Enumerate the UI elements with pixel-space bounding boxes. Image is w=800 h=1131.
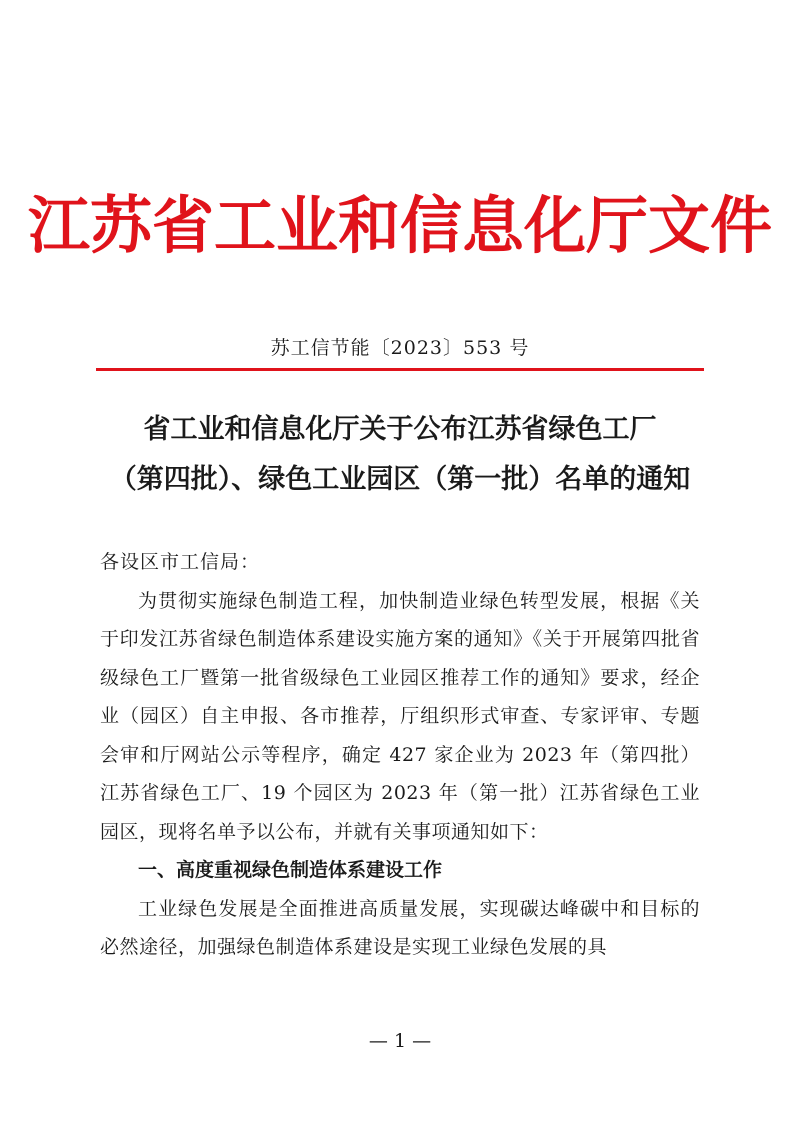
issuing-authority-header: 江苏省工业和信息化厅文件 [27, 189, 772, 262]
salutation: 各设区市工信局： [100, 551, 261, 573]
body-paragraph-1: 为贯彻实施绿色制造工程，加快制造业绿色转型发展，根据《关于印发江苏省绿色制造体系建设实施方案的通知》《关于开展第四批省级绿色工厂暨第一批省级绿色工业园区推荐工作的通知》要求，经企业（园区）自主申报、各市推荐，厅组织形式审查、专家评审、专题会审和厅网站公示等程序，确定 427 家企业为 2023 年（第四批）江苏省绿色工厂、19 个园区为 2023 年（第一批）江苏省绿色工业园区，现将名单予以公布，并就有关事项通知如下： [100, 589, 700, 843]
notice-title [90, 405, 710, 505]
notice-title-line-1: 省工业和信息化厅关于公布江苏省绿色工厂 [143, 414, 657, 445]
notice-body [100, 543, 700, 967]
notice-title-line-2: （第四批）、绿色工业园区（第一批）名单的通知 [109, 464, 691, 495]
page-number: — 1 — [368, 1030, 432, 1052]
document-number: 苏工信节能〔2023〕553 号 [270, 337, 530, 359]
red-separator-line [96, 368, 704, 371]
section-heading-1: 一、高度重视绿色制造体系建设工作 [138, 859, 443, 881]
body-paragraph-2: 工业绿色发展是全面推进高质量发展，实现碳达峰碳中和目标的必然途径，加强绿色制造体系建设是实现工业绿色发展的具 [100, 897, 700, 958]
